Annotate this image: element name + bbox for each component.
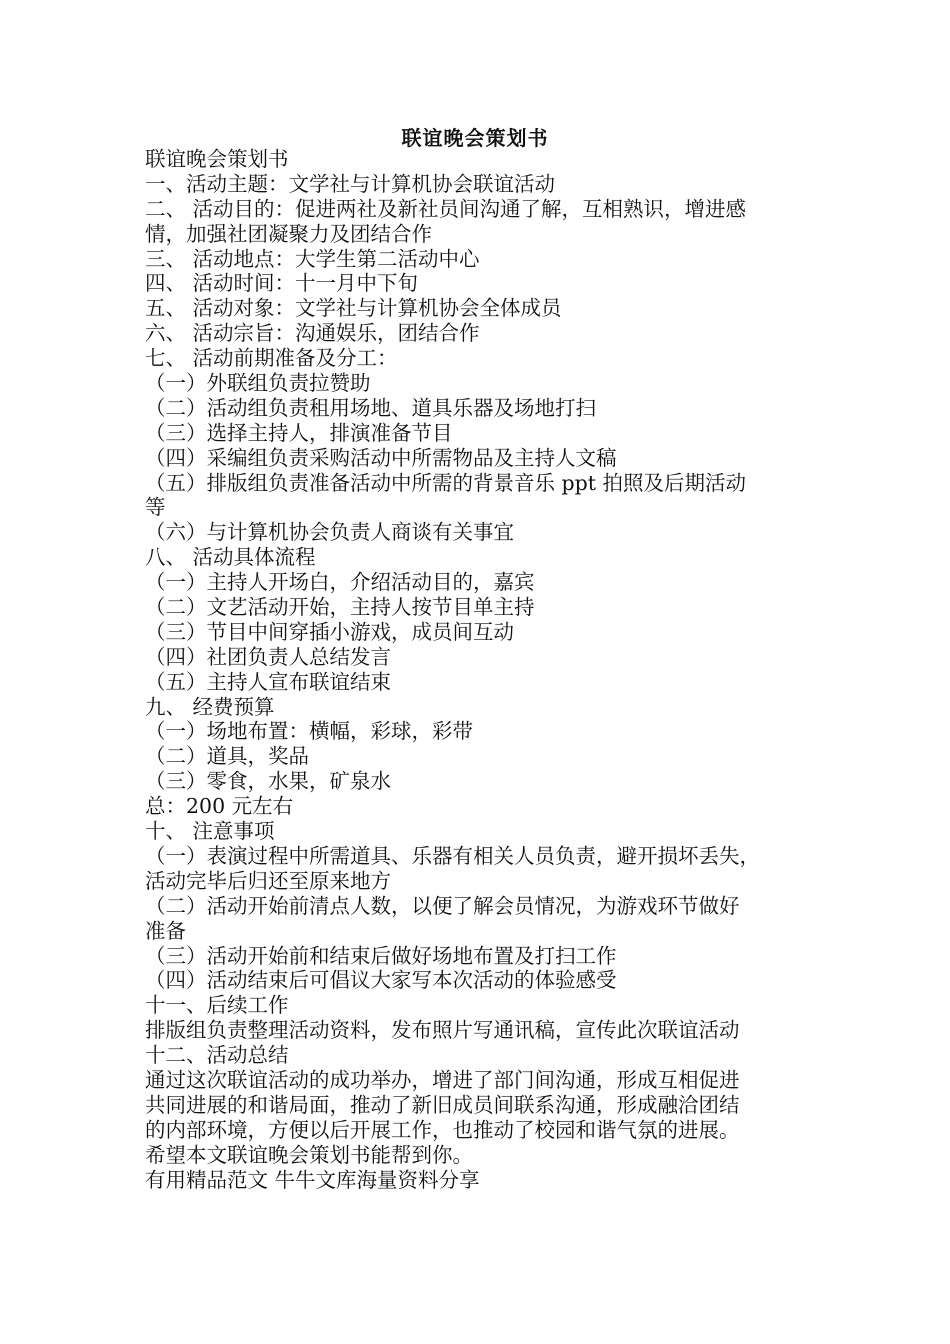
body-line: 一、活动主题：文学社与计算机协会联谊活动 (145, 171, 555, 196)
body-line: （五）排版组负责准备活动中所需的背景音乐 ppt 拍照及后期活动 (145, 470, 747, 495)
body-line: （一）场地布置：横幅，彩球，彩带 (145, 719, 473, 744)
body-line: 共同进展的和谐局面，推动了新旧成员间联系沟通，形成融洽团结 (145, 1092, 740, 1117)
body-line: 准备 (145, 918, 186, 943)
body-line: （三）活动开始前和结束后做好场地布置及打扫工作 (145, 943, 617, 968)
body-line: 等 (145, 495, 166, 520)
body-line: 三、 活动地点：大学生第二活动中心 (145, 246, 480, 271)
body-line: （二）活动开始前清点人数，以便了解会员情况，为游戏环节做好 (145, 893, 740, 918)
body-line: 希望本文联谊晚会策划书能帮到你。 (145, 1142, 473, 1167)
body-line: 活动完毕后归还至原来地方 (145, 868, 391, 893)
body-line: 九、 经费预算 (145, 694, 275, 719)
body-line: （三）零食，水果，矿泉水 (145, 769, 391, 794)
body-line: （一）外联组负责拉赞助 (145, 371, 371, 396)
body-line: 六、 活动宗旨：沟通娱乐，团结合作 (145, 321, 480, 346)
body-line: 排版组负责整理活动资料，发布照片写通讯稿，宣传此次联谊活动 (145, 1018, 740, 1043)
body-line: （六）与计算机协会负责人商谈有关事宜 (145, 520, 514, 545)
body-line: 二、 活动目的：促进两社及新社员间沟通了解，互相熟识，增进感 (145, 196, 747, 221)
body-line: （四）采编组负责采购活动中所需物品及主持人文稿 (145, 445, 617, 470)
body-line: 通过这次联谊活动的成功举办，增进了部门间沟通，形成互相促进 (145, 1067, 740, 1092)
document-title: 联谊晚会策划书 (401, 126, 549, 150)
body-line: （二）文艺活动开始，主持人按节目单主持 (145, 595, 535, 620)
body-line: 五、 活动对象：文学社与计算机协会全体成员 (145, 296, 562, 321)
body-line: （三）选择主持人，排演准备节目 (145, 420, 453, 445)
body-line: （四）活动结束后可倡议大家写本次活动的体验感受 (145, 968, 617, 993)
document-body (145, 147, 807, 1192)
body-line: （三）节目中间穿插小游戏，成员间互动 (145, 619, 514, 644)
body-line: （二）道具，奖品 (145, 744, 309, 769)
body-line: 十、 注意事项 (145, 819, 275, 844)
body-line: 情，加强社团凝聚力及团结合作 (145, 221, 432, 246)
body-line: （四）社团负责人总结发言 (145, 644, 391, 669)
body-line: 四、 活动时间：十一月中下旬 (145, 271, 419, 296)
body-line: 七、 活动前期准备及分工： (145, 346, 398, 371)
body-line: 八、 活动具体流程 (145, 545, 316, 570)
body-line: （五）主持人宣布联谊结束 (145, 669, 391, 694)
body-line: 总：200 元左右 (145, 794, 294, 819)
body-line: 有用精品范文 牛牛文库海量资料分享 (145, 1167, 480, 1192)
body-line: 联谊晚会策划书 (145, 147, 289, 171)
body-line: （二）活动组负责租用场地、道具乐器及场地打扫 (145, 395, 596, 420)
body-line: 十二、活动总结 (145, 1043, 289, 1068)
body-line: （一）主持人开场白，介绍活动目的，嘉宾 (145, 570, 535, 595)
body-line: 十一、后续工作 (145, 993, 289, 1018)
body-line: 的内部环境，方便以后开展工作，也推动了校园和谐气氛的进展。 (145, 1117, 740, 1142)
body-line: （一）表演过程中所需道具、乐器有相关人员负责，避开损坏丢失， (145, 843, 760, 868)
